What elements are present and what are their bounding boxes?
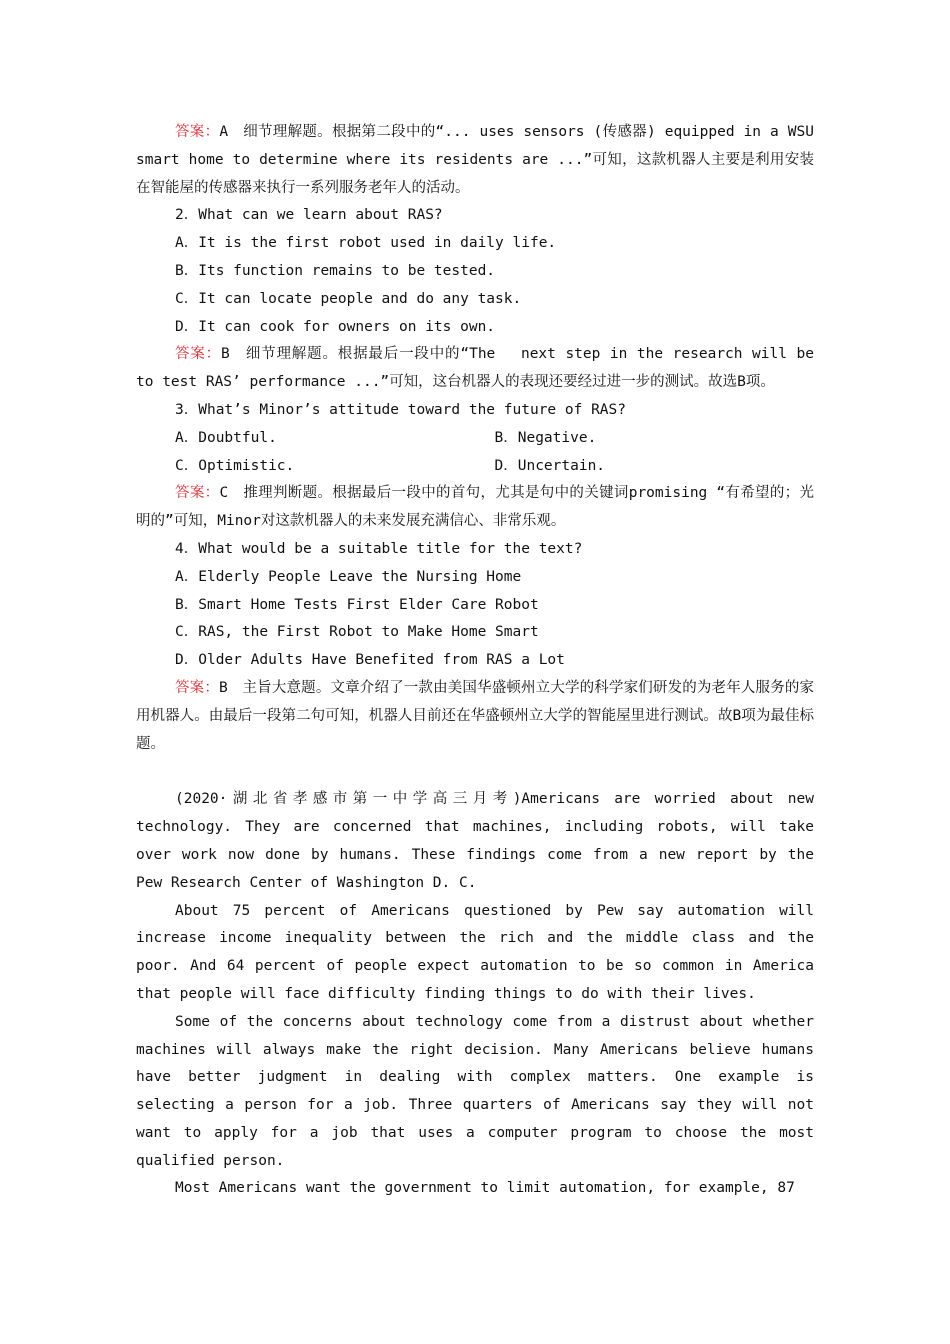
answer-3 <box>136 480 814 536</box>
option-d: D．Uncertain. <box>494 457 606 474</box>
answer-label: 答案： <box>175 679 219 696</box>
option-b: B．Smart Home Tests First Elder Care Robot <box>175 596 539 613</box>
options-row <box>136 425 814 453</box>
option-b: B．Its function remains to be tested. <box>175 262 496 279</box>
answer-4 <box>136 675 814 758</box>
question-3: 3．What’s Minor’s attitude toward the future of RAS? <box>175 401 626 418</box>
paragraph-text: Americans are worried about new technology. They are concerned that machines, including robots, will take over work now done by humans. These findings come from a new report by the Pew Research Center of Washington D. C. <box>136 791 814 891</box>
passage-source: (2020·湖北省孝感市第一中学高三月考) <box>175 791 522 808</box>
question-2: 2．What can we learn about RAS? <box>175 207 443 224</box>
answer-explanation: B 细节理解题。根据最后一段中的“The next step in the research will be to test RAS’ performance ...”可知，这台机器人的表现还要经过进一步的测试。故选B项。 <box>136 346 814 391</box>
answer-explanation: A 细节理解题。根据第二段中的“... uses sensors (传感器) equipped in a WSU smart home to determine where its residents are ...”可知，这款机器人主要是利用安装在智能屋的传感器来执行一系列服务老年人的活动。 <box>136 124 814 196</box>
answer-explanation: B 主旨大意题。文章介绍了一款由美国华盛顿州立大学的科学家们研发的为老年人服务的家用机器人。由最后一段第二句可知，机器人目前还在华盛顿州立大学的智能屋里进行测试。故B项为最佳标题。 <box>136 679 815 752</box>
section-gap <box>136 758 814 786</box>
passage-paragraph-4: Most Americans want the government to limit automation, for example, 87 <box>175 1180 795 1197</box>
answer-label: 答案： <box>175 124 220 140</box>
option-a: A．Doubtful. <box>175 429 277 446</box>
passage-paragraph-3: Some of the concerns about technology come from a distrust about whether machines will always make the right decision. Many Americans believe humans have better judgment in dealing with complex matters. One example is selecting a person for a job. Three quarters of Americans say they will not want to apply for a job that uses a computer program to choose the most qualified person. <box>136 1013 814 1169</box>
document-page <box>136 119 814 1203</box>
option-c: C．RAS, the First Robot to Make Home Smart <box>175 624 539 641</box>
option-d: D．It can cook for owners on its own. <box>175 318 496 335</box>
option-a: A．It is the first robot used in daily life. <box>175 235 557 252</box>
answer-label: 答案： <box>175 346 221 363</box>
option-c: C．Optimistic. <box>175 457 295 474</box>
option-b: B．Negative. <box>494 429 597 446</box>
answer-explanation: C 推理判断题。根据最后一段中的首句，尤其是句中的关键词promising “有希望的；光明的”可知，Minor对这款机器人的未来发展充满信心、非常乐观。 <box>136 485 814 530</box>
option-d: D．Older Adults Have Benefited from RAS a Lot <box>175 652 565 669</box>
passage-paragraph-1 <box>136 786 814 897</box>
answer-2 <box>136 341 814 397</box>
passage-paragraph-2: About 75 percent of Americans questioned by Pew say automation will increase income inequality between the rich and the middle class and the poor. And 64 percent of people expect automation to be so common in America that people will face difficulty finding things to do with their lives. <box>136 902 814 1002</box>
options-row <box>136 453 814 481</box>
answer-1 <box>136 119 814 202</box>
question-4: 4．What would be a suitable title for the text? <box>175 540 583 557</box>
answer-label: 答案： <box>175 485 220 502</box>
option-a: A．Elderly People Leave the Nursing Home <box>175 568 522 585</box>
option-c: C．It can locate people and do any task. <box>175 290 522 307</box>
